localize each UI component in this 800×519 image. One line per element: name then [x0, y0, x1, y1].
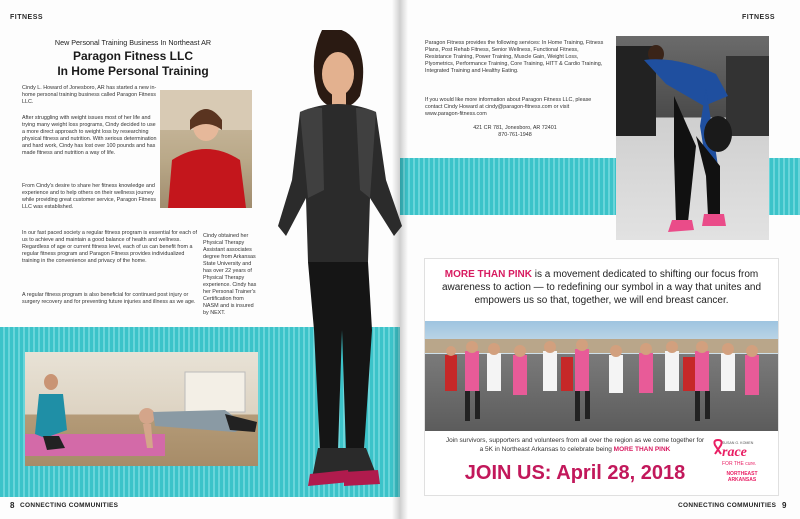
services-paragraph: Paragon Fitness provides the following services: In Home Training, Fitness Plans, Post Rehab Fitness, Senior Wellness, Functional Fitness, Resistance Training, Power Training, Muscle Gain, Weight Loss, Plyometrics, Performance Training, Core Training, HITT & Cardio Training, Integrated Training and Healthy Eating. [425, 40, 604, 74]
article-title-line1: Paragon Fitness LLC [72, 49, 194, 63]
right-footer: CONNECTING COMMUNITIES [678, 502, 777, 509]
ad-tagline: is a movement dedicated to shifting our focus from awareness to action — to redefining our symbol in a way that unites and empowers us so that, together, we will end breast cancer. [441, 269, 762, 306]
gym-scene [616, 36, 769, 240]
race-photo [425, 321, 778, 431]
race-crowd [425, 321, 778, 431]
komen-race-logo [710, 437, 774, 493]
komen-race: race [722, 445, 747, 460]
more-than-pink-ad [424, 258, 779, 496]
before-photo [160, 90, 252, 208]
right-section-label: FITNESS [742, 14, 776, 21]
cindy-cutout-photo [252, 30, 427, 504]
article-kicker: New Personal Training Business In Northeast AR [54, 38, 212, 47]
left-footer: CONNECTING COMMUNITIES [20, 502, 119, 509]
before-photo-figure [160, 90, 252, 208]
ad-join-copy: Join survivors, supporters and volunteers from all over the region as we come together for a 5K in Northeast Arkansas to celebrate being [445, 437, 705, 453]
komen-region-2: ARKANSAS [727, 477, 757, 483]
ad-cta: JOIN US: April 28, 2018 [464, 462, 686, 484]
left-section-label: FITNESS [10, 14, 44, 21]
article-paragraph: Cindy L. Howard of Jonesboro, AR has started a new in-home personal training business called Paragon Fitness LLC. [22, 85, 157, 105]
komen-region-1: NORTHEAST [726, 471, 758, 477]
phone-line: 870-761-1948 [498, 132, 532, 138]
address-line: 421 CR 781, Jonesboro, AR 72401 [473, 125, 557, 131]
komen-small: SUSAN G. KOMEN [722, 441, 754, 445]
article-paragraph: From Cindy's desire to share her fitness knowledge and experience and to help others on their wellness journey while providing great customer service, Paragon Fitness LLC was established. [22, 183, 156, 210]
left-page-number: 8 [10, 501, 15, 510]
pushup-scene [25, 352, 258, 466]
article-paragraph: Cindy obtained her Physical Therapy Assistant associates degree from Arkansas State University and has over 22 years of Physical Therapy experience. Cindy has her Personal Trainer's Certification from NASM and is insured by NEXT. [203, 233, 257, 316]
article-paragraph: A regular fitness program is also beneficial for continued post injury or surgery recovery and for preventing future injuries and illness as we age. [22, 292, 196, 305]
ad-headline [431, 268, 772, 307]
article-paragraph: After struggling with weight issues most of her life and trying many weight loss programs, Cindy decided to use a more direct approach to weight loss by researching physical fitness and nutrition. With serious determination and hard work, Cindy has lost over 100 pounds and has made fitness and nutrition a way of life. [22, 115, 157, 156]
article-title-line2: In Home Personal Training [57, 64, 209, 78]
ad-join-text [445, 437, 705, 454]
pushup-photo [25, 352, 258, 466]
ad-join-brand: MORE THAN PINK [613, 445, 671, 453]
gym-photo [616, 36, 769, 240]
komen-cure: FOR THE cure. [722, 461, 757, 467]
article-paragraph: In our fast paced society a regular fitness program is essential for each of us to achieve and maintain a good balance of health and wellness. Regardless of age or current fitness level, each of us can benefit from a regular fitness program and Paragon Fitness provides individualized training in the convenience and privacy of the home. [22, 230, 197, 264]
right-page-number: 9 [782, 501, 787, 510]
ad-brand: MORE THAN PINK [444, 269, 532, 280]
contact-paragraph: If you would like more information about Paragon Fitness LLC, please contact Cindy Howard at cindy@paragon-fitness.com or visit www.paragon-fitness.com [425, 97, 592, 117]
